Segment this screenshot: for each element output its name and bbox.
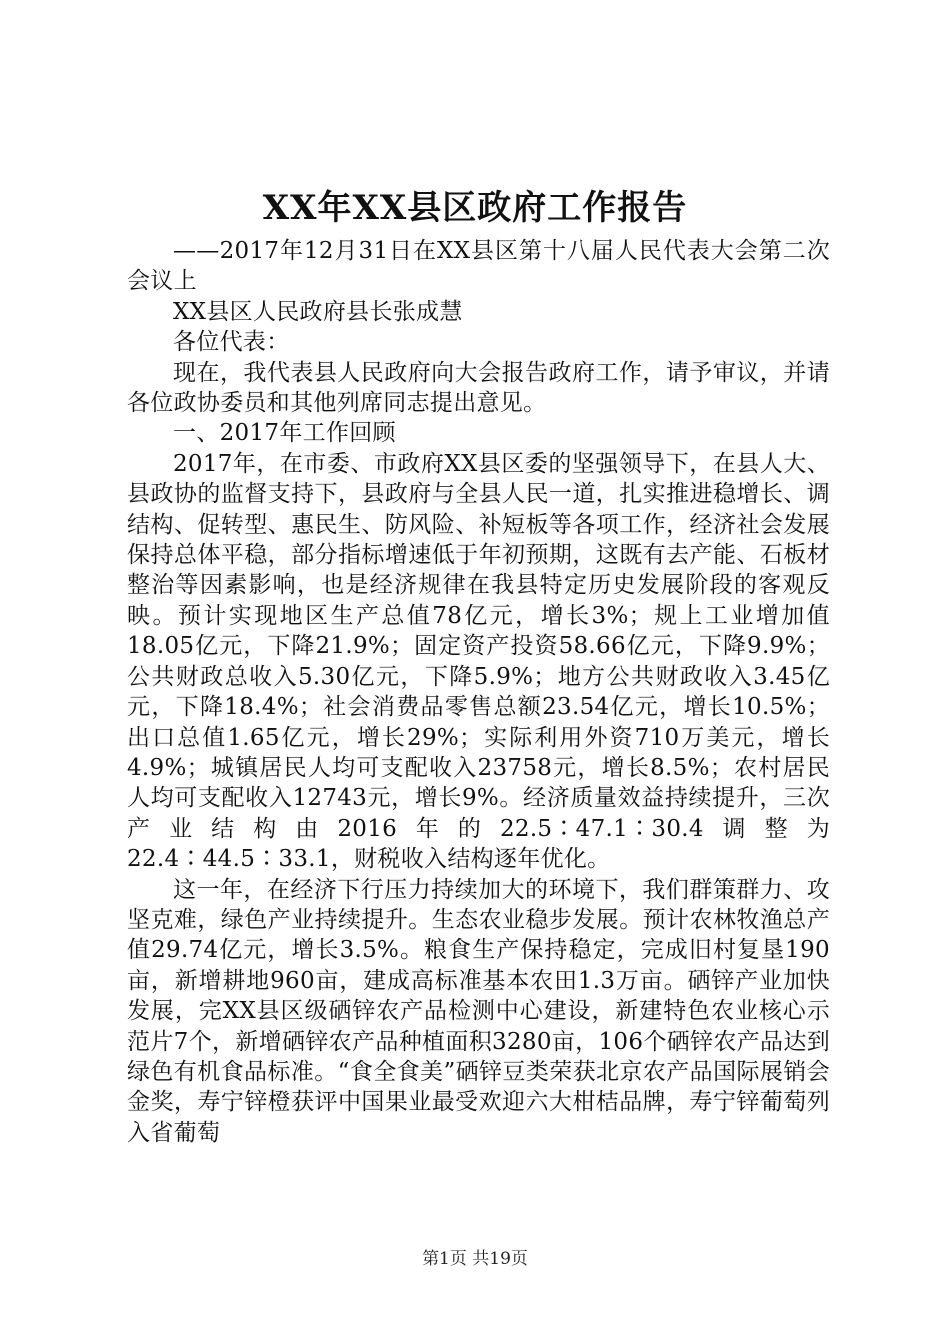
- page-number: 第1页 共19页: [422, 1249, 528, 1269]
- intro-paragraph: 现在，我代表县人民政府向大会报告政府工作，请予审议，并请各位政协委员和其他列席同志提出意见。: [127, 359, 830, 417]
- speaker-line: XX县区人民政府县长张成慧: [173, 298, 463, 325]
- subtitle-paragraph: ——2017年12月31日在XX县区第十八届人民代表大会第二次会议上: [127, 238, 830, 295]
- document-body: [127, 236, 830, 1148]
- document-title: XX年XX县区政府工作报告: [262, 188, 688, 228]
- salutation: 各位代表：: [173, 329, 290, 356]
- section-heading: 一、2017年工作回顾: [173, 420, 396, 447]
- body-paragraph: 2017年，在市委、市政府XX县区委的坚强领导下，在县人大、县政协的监督支持下，县政府与全县人民一道，扎实推进稳增长、调结构、促转型、惠民生、防风险、补短板等各项工作，经济社会发展保持总体平稳，部分指标增速低于年初预期，这既有去产能、石板材整治等因素影响，也是经济规律在我县特定历史发展阶段的客观反映。预计实现地区生产总值78亿元，增长3%；规上工业增加值18.05亿元，下降21.9%；固定资产投资58.66亿元，下降9.9%；公共财政总收入5.30亿元，下降5.9%；地方公共财政收入3.45亿元，下降18.4%；社会消费品零售总额23.54亿元，增长10.5%；出口总值1.65亿元，增长29%；实际利用外资710万美元，增长4.9%；城镇居民人均可支配收入23758元，增长8.5%；农村居民人均可支配收入12743元，增长9%。经济质量效益持续提升，三次产业结构由2016年的22.5∶47.1∶30.4调整为22.4∶44.5∶33.1，财税收入结构逐年优化。: [127, 450, 830, 873]
- body-paragraph: 这一年，在经济下行压力持续加大的环境下，我们群策群力、攻坚克难，绿色产业持续提升。生态农业稳步发展。预计农林牧渔总产值29.74亿元，增长3.5%。粮食生产保持稳定，完成旧村复垦190亩，新增耕地960亩，建成高标准基本农田1.3万亩。硒锌产业加快发展，完XX县区级硒锌农产品检测中心建设，新建特色农业核心示范片7个，新增硒锌农产品种植面积3280亩，106个硒锌农产品达到绿色有机食品标准。“食全食美”硒锌豆类荣获北京农产品国际展销会金奖，寿宁锌橙获评中国果业最受欢迎六大柑桔品牌，寿宁锌葡萄列入省葡萄: [127, 876, 830, 1146]
